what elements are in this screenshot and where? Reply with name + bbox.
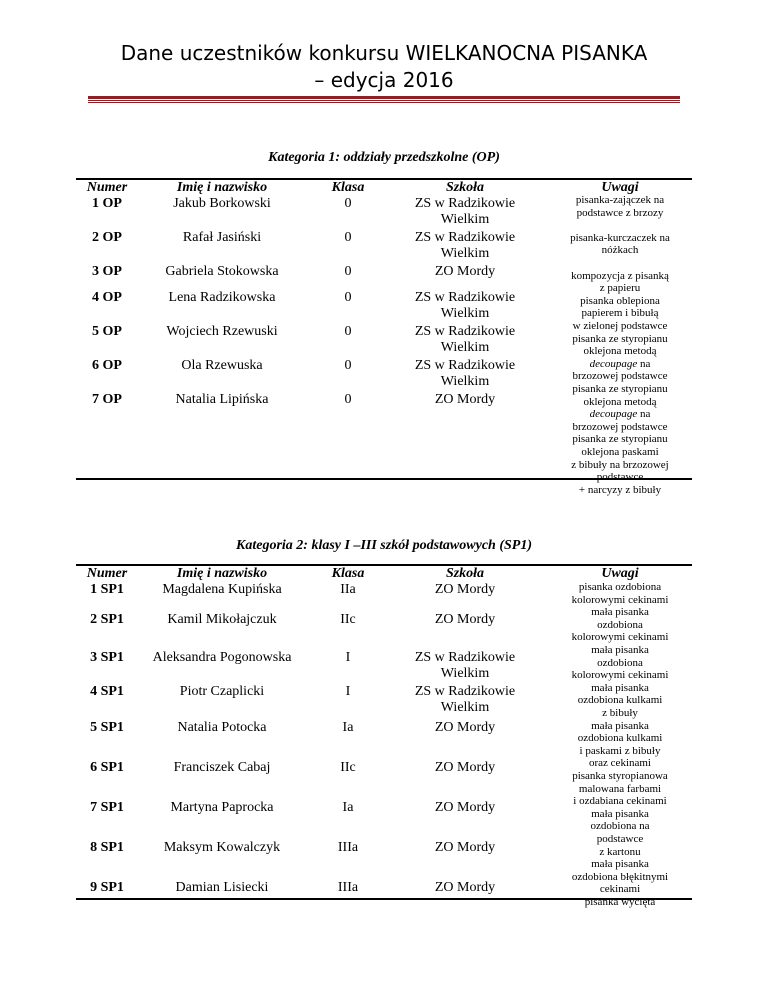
document-title-line2: – edycja 2016 bbox=[314, 68, 454, 92]
row-uwagi-line: z bibuły na brzozowej bbox=[571, 458, 669, 471]
row-uwagi-line: ozdobiona na bbox=[590, 820, 650, 833]
row-uwagi-line: papierem i bibułą bbox=[581, 307, 659, 320]
row-szkola: ZO Mordy bbox=[434, 612, 496, 627]
row-uwagi-line: pisanka styropianowa bbox=[572, 770, 668, 782]
row-uwagi-line: oklejona metodą bbox=[583, 395, 657, 408]
row-imie-nazwisko: Natalia Potocka bbox=[177, 720, 267, 735]
row-uwagi-line: kolorowymi cekinami bbox=[571, 593, 669, 606]
row-uwagi-line: pisanka-kurczaczek na bbox=[570, 231, 670, 244]
row-numer: 7 SP1 bbox=[90, 800, 124, 815]
header-uwagi: Uwagi bbox=[601, 180, 639, 195]
row-uwagi-line: pisanka ze styropianu bbox=[572, 383, 668, 395]
header-numer: Numer bbox=[86, 180, 128, 195]
row-imie-nazwisko: Maksym Kowalczyk bbox=[163, 840, 281, 855]
row-szkola: ZO Mordy bbox=[434, 264, 496, 279]
row-szkola: Wielkim bbox=[440, 666, 490, 681]
row-uwagi-line: oraz cekinami bbox=[589, 757, 651, 770]
row-szkola: Wielkim bbox=[440, 700, 490, 715]
row-szkola: ZO Mordy bbox=[434, 840, 496, 855]
row-imie-nazwisko: Rafał Jasiński bbox=[182, 230, 262, 245]
title-rule-thick bbox=[88, 96, 680, 99]
row-uwagi-line: mała pisanka bbox=[591, 606, 649, 619]
title-rule-thin bbox=[88, 102, 680, 103]
row-imie-nazwisko: Kamil Mikołajczuk bbox=[167, 612, 277, 627]
row-imie-nazwisko: Damian Lisiecki bbox=[175, 880, 269, 895]
row-szkola: ZO Mordy bbox=[434, 800, 496, 815]
row-klasa: 0 bbox=[344, 230, 352, 245]
row-uwagi-line: kompozycja z pisanką bbox=[571, 269, 669, 282]
row-uwagi-line: malowana farbami bbox=[578, 782, 662, 795]
row-uwagi-line: z bibuły bbox=[602, 707, 638, 719]
row-imie-nazwisko: Franciszek Cabaj bbox=[173, 760, 271, 775]
row-uwagi-line: pisanka ze styropianu bbox=[572, 332, 668, 345]
row-numer: 6 OP bbox=[92, 358, 122, 373]
row-imie-nazwisko: Ola Rzewuska bbox=[181, 358, 263, 373]
row-uwagi-line: mała pisanka bbox=[591, 681, 649, 694]
row-uwagi-line: ozdobiona kulkami bbox=[577, 732, 663, 745]
row-uwagi-line: kolorowymi cekinami bbox=[571, 669, 669, 682]
row-imie-nazwisko: Gabriela Stokowska bbox=[165, 264, 279, 279]
row-uwagi-line: podstawce bbox=[596, 833, 644, 845]
row-uwagi-line: oklejona paskami bbox=[581, 446, 659, 458]
row-uwagi-line: z kartonu bbox=[599, 845, 641, 858]
row-szkola: Wielkim bbox=[440, 212, 490, 227]
row-szkola: ZS w Radzikowie bbox=[414, 230, 516, 245]
row-numer: 1 SP1 bbox=[90, 582, 124, 597]
row-uwagi-line: brzozowej podstawce bbox=[572, 370, 668, 383]
row-szkola: ZS w Radzikowie bbox=[414, 324, 516, 339]
row-klasa: Ia bbox=[342, 800, 354, 815]
row-numer: 3 OP bbox=[92, 264, 122, 279]
row-uwagi-line: mała pisanka bbox=[591, 858, 649, 871]
row-klasa: IIIa bbox=[337, 840, 359, 855]
row-uwagi-line: pisanka ozdobiona bbox=[578, 581, 662, 593]
row-uwagi-line: pisanka ze styropianu bbox=[572, 433, 668, 446]
row-uwagi-line: z papieru bbox=[599, 282, 641, 295]
row-uwagi-line: pisanka oblepiona bbox=[580, 294, 660, 307]
row-szkola: Wielkim bbox=[440, 340, 490, 355]
document-title-line1: Dane uczestników konkursu WIELKANOCNA PISANKA bbox=[120, 41, 648, 65]
row-uwagi-line: podstawce z brzozy bbox=[576, 206, 664, 219]
row-szkola: ZO Mordy bbox=[434, 720, 496, 735]
row-uwagi-line: ozdobiona błękitnymi bbox=[571, 870, 669, 883]
row-szkola: ZO Mordy bbox=[434, 582, 496, 597]
row-numer: 4 SP1 bbox=[90, 684, 124, 699]
row-uwagi-line: pisanka wycięta bbox=[584, 896, 656, 908]
row-imie-nazwisko: Jakub Borkowski bbox=[173, 196, 271, 211]
row-uwagi-line: podstawce bbox=[596, 471, 644, 484]
row-numer: 6 SP1 bbox=[90, 760, 124, 775]
header-szkola: Szkoła bbox=[445, 180, 485, 195]
row-klasa: I bbox=[345, 650, 351, 665]
row-szkola: ZS w Radzikowie bbox=[414, 650, 516, 665]
row-numer: 1 OP bbox=[92, 196, 122, 211]
header-klasa: Klasa bbox=[331, 566, 365, 581]
row-uwagi-line: mała pisanka bbox=[591, 644, 649, 656]
category-2-heading: Kategoria 2: klasy I –III szkół podstawowych (SP1) bbox=[236, 538, 532, 553]
italic-term: decoupage bbox=[589, 408, 638, 421]
row-klasa: 0 bbox=[344, 392, 352, 407]
header-uwagi: Uwagi bbox=[601, 566, 639, 581]
row-numer: 8 SP1 bbox=[90, 840, 124, 855]
row-uwagi-line: mała pisanka bbox=[591, 807, 649, 820]
row-uwagi-line: i paskami z bibuły bbox=[579, 744, 661, 757]
row-uwagi-line: ozdobiona kulkami bbox=[577, 694, 663, 707]
category-1-table bbox=[76, 178, 692, 496]
row-uwagi-line: decoupage na bbox=[589, 357, 651, 370]
row-uwagi-line: mała pisanka bbox=[591, 719, 649, 732]
row-imie-nazwisko: Magdalena Kupińska bbox=[162, 582, 282, 597]
row-uwagi-line: decoupage na bbox=[589, 408, 651, 421]
row-szkola: ZS w Radzikowie bbox=[414, 684, 516, 699]
row-uwagi-line: cekinami bbox=[599, 883, 641, 896]
italic-term: decoupage bbox=[589, 357, 638, 370]
row-numer: 7 OP bbox=[92, 392, 122, 407]
row-uwagi-line: kolorowymi cekinami bbox=[571, 631, 669, 644]
row-szkola: ZO Mordy bbox=[434, 880, 496, 895]
row-klasa: 0 bbox=[344, 196, 352, 211]
row-klasa: 0 bbox=[344, 324, 352, 339]
row-uwagi-line: w zielonej podstawce bbox=[572, 320, 668, 332]
row-numer: 2 SP1 bbox=[90, 612, 124, 627]
header-imie-nazwisko: Imię i nazwisko bbox=[176, 180, 268, 195]
row-numer: 9 SP1 bbox=[90, 880, 124, 895]
row-klasa: 0 bbox=[344, 264, 352, 279]
row-uwagi-line: + narcyzy z bibuły bbox=[578, 483, 662, 496]
row-klasa: 0 bbox=[344, 290, 352, 305]
row-imie-nazwisko: Martyna Paprocka bbox=[170, 800, 274, 815]
row-imie-nazwisko: Wojciech Rzewuski bbox=[166, 324, 278, 339]
row-imie-nazwisko: Piotr Czaplicki bbox=[179, 684, 265, 699]
row-klasa: IIIa bbox=[337, 880, 359, 895]
row-numer: 5 SP1 bbox=[90, 720, 124, 735]
row-szkola: Wielkim bbox=[440, 306, 490, 321]
title-rule-thin bbox=[88, 100, 680, 101]
row-szkola: ZS w Radzikowie bbox=[414, 358, 516, 373]
row-uwagi-line: brzozowej podstawce bbox=[572, 420, 668, 433]
row-imie-nazwisko: Natalia Lipińska bbox=[175, 392, 269, 407]
header-imie-nazwisko: Imię i nazwisko bbox=[176, 566, 268, 581]
row-klasa: IIc bbox=[340, 760, 356, 775]
row-szkola: Wielkim bbox=[440, 246, 490, 261]
header-klasa: Klasa bbox=[331, 180, 365, 195]
row-uwagi-line: oklejona metodą bbox=[583, 345, 657, 358]
row-imie-nazwisko: Lena Radzikowska bbox=[168, 290, 276, 305]
category-1-heading: Kategoria 1: oddziały przedszkolne (OP) bbox=[268, 150, 500, 165]
row-klasa: IIa bbox=[340, 582, 356, 597]
row-numer: 4 OP bbox=[92, 290, 122, 305]
row-szkola: ZS w Radzikowie bbox=[414, 290, 516, 305]
category-2-table bbox=[76, 564, 692, 908]
row-uwagi-line: nóżkach bbox=[601, 244, 639, 257]
row-szkola: ZO Mordy bbox=[434, 760, 496, 775]
row-numer: 2 OP bbox=[92, 230, 122, 245]
row-szkola: ZS w Radzikowie bbox=[414, 196, 516, 211]
row-szkola: Wielkim bbox=[440, 374, 490, 389]
header-numer: Numer bbox=[86, 566, 128, 581]
row-klasa: I bbox=[345, 684, 351, 699]
row-uwagi-line: ozdobiona bbox=[597, 618, 643, 631]
row-klasa: 0 bbox=[344, 358, 352, 373]
row-klasa: IIc bbox=[340, 612, 356, 627]
header-szkola: Szkoła bbox=[445, 566, 485, 581]
row-uwagi-line: ozdobiona bbox=[597, 656, 643, 669]
row-numer: 3 SP1 bbox=[90, 650, 124, 665]
row-imie-nazwisko: Aleksandra Pogonowska bbox=[152, 650, 292, 665]
row-uwagi-line: pisanka-zajączek na bbox=[575, 194, 665, 206]
row-klasa: Ia bbox=[342, 720, 354, 735]
row-numer: 5 OP bbox=[92, 324, 122, 339]
row-szkola: ZO Mordy bbox=[434, 392, 496, 407]
row-uwagi-line: i ozdabiana cekinami bbox=[573, 795, 667, 808]
